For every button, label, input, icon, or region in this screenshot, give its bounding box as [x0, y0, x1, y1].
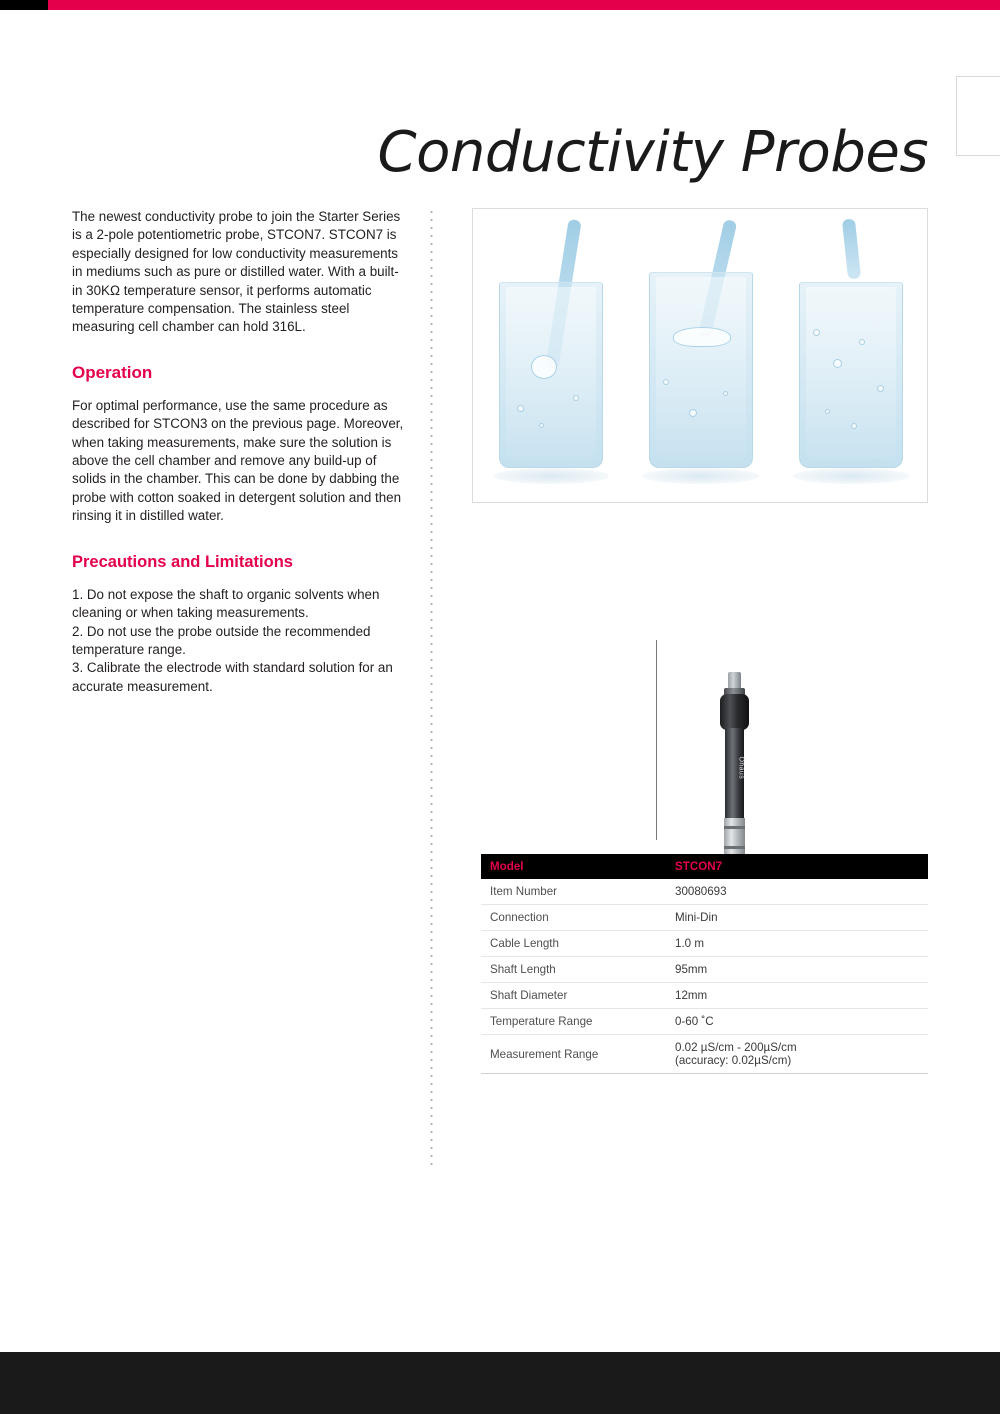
precaution-item: 2. Do not use the probe outside the recommended temperature range. — [72, 623, 371, 657]
table-row — [481, 983, 928, 1009]
glass-shape — [649, 272, 753, 468]
bubble-icon — [859, 339, 865, 345]
probe-cable — [656, 640, 657, 840]
probe-photo — [600, 640, 780, 840]
reflection — [793, 468, 909, 484]
reflection — [493, 468, 609, 484]
table-header-value: STCON7 — [666, 854, 928, 879]
operation-heading: Operation — [72, 362, 153, 382]
splash-icon — [673, 327, 731, 347]
row-value-line2: (accuracy: 0.02µS/cm) — [675, 1054, 792, 1067]
glass-shape — [799, 282, 903, 468]
table-header-row — [481, 854, 928, 879]
probe-head — [720, 694, 749, 730]
bubble-icon — [833, 359, 842, 368]
precautions-list — [72, 586, 404, 696]
operation-paragraph: For optimal performance, use the same procedure as described for STCON3 on the previous page. Moreover, when taking measurements, make sure the solution is above the cell chamber and remove any build-up of solids in the chamber. This can be done by dabbing the probe with cotton soaked in detergent solution and then rinsing it in distilled water. — [72, 397, 404, 524]
footer-bar — [0, 1352, 1000, 1414]
row-label: Shaft Length — [481, 957, 666, 983]
bubble-icon — [689, 409, 697, 417]
bubble-icon — [723, 391, 728, 396]
splash-icon — [531, 355, 557, 379]
bubble-icon — [851, 423, 857, 429]
precaution-item: 1. Do not expose the shaft to organic solvents when cleaning or when taking measurements. — [72, 586, 380, 621]
row-value: 30080693 — [666, 879, 928, 905]
bubble-icon — [539, 423, 544, 428]
column-divider — [430, 208, 433, 1168]
row-value — [666, 1035, 928, 1074]
specification-table — [481, 854, 928, 1074]
row-value: 95mm — [666, 957, 928, 983]
top-accent-bar-black — [0, 0, 48, 10]
left-content-column — [72, 208, 404, 696]
top-accent-bar-red — [48, 0, 1000, 10]
row-value-line1: 0.02 µS/cm - 200µS/cm — [675, 1041, 797, 1054]
table-row — [481, 957, 928, 983]
row-label: Measurement Range — [481, 1035, 666, 1074]
precautions-heading: Precautions and Limitations — [72, 552, 293, 571]
table-row — [481, 1009, 928, 1035]
bubble-icon — [663, 379, 669, 385]
row-value: 1.0 m — [666, 931, 928, 957]
table-header-label: Model — [481, 854, 666, 879]
photo-illustration — [473, 209, 927, 502]
intro-paragraph: The newest conductivity probe to join the Starter Series is a 2-pole potentiometric probe, STCON7. STCON7 is especially designed for low conductivity measurements in mediums such as pure or distilled water. With a built-in 30KΩ temperature sensor, it performs automatic temperature compensation. The stainless steel measuring cell chamber can hold 316L. — [72, 209, 401, 335]
row-value: Mini-Din — [666, 905, 928, 931]
page-title: Conductivity Probes — [377, 119, 928, 185]
table-row — [481, 1035, 928, 1074]
bubble-icon — [877, 385, 884, 392]
row-label: Shaft Diameter — [481, 983, 666, 1009]
table-row — [481, 879, 928, 905]
bubble-icon — [825, 409, 830, 414]
row-label: Temperature Range — [481, 1009, 666, 1035]
table-row — [481, 905, 928, 931]
probe-brand-logo: Ohaus — [737, 756, 745, 780]
bubble-icon — [517, 405, 524, 412]
row-label: Connection — [481, 905, 666, 931]
row-label: Cable Length — [481, 931, 666, 957]
table-row — [481, 931, 928, 957]
reflection — [643, 468, 759, 484]
row-label: Item Number — [481, 879, 666, 905]
precaution-item: 3. Calibrate the electrode with standard solution for an accurate measurement. — [72, 660, 393, 694]
header-corner-box — [956, 76, 1000, 156]
bubble-icon — [813, 329, 820, 336]
row-value: 0-60 ˚C — [666, 1009, 928, 1035]
water-stream-icon — [842, 218, 861, 279]
probe-ring — [724, 846, 745, 849]
bubble-icon — [573, 395, 579, 401]
water-glasses-photo — [472, 208, 928, 503]
probe-ring — [724, 826, 745, 829]
row-value: 12mm — [666, 983, 928, 1009]
